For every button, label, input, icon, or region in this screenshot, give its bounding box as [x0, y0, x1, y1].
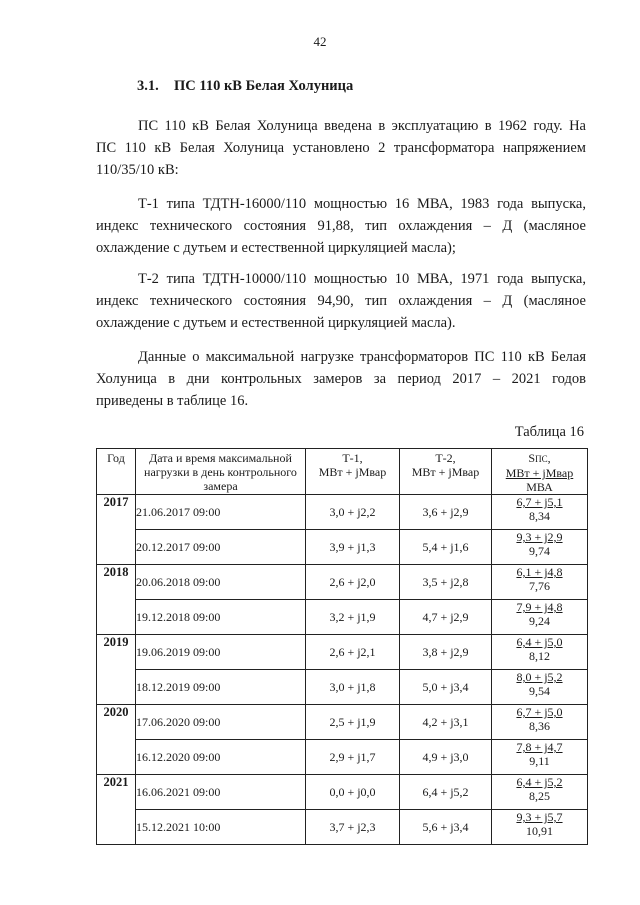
t2-cell: 4,7 + j2,9: [400, 600, 492, 635]
s-complex: 6,7 + j5,1: [516, 495, 563, 509]
s-mva: 8,34: [529, 509, 550, 523]
header-t2-label: Т-2,: [435, 451, 456, 465]
header-s-unit: МВт + jМвар: [505, 466, 574, 480]
header-s-label: S: [528, 451, 536, 465]
header-t1: [306, 449, 400, 495]
t2-cell: 5,4 + j1,6: [400, 530, 492, 565]
s-cell: [492, 495, 588, 530]
date-cell: 19.06.2019 09:00: [136, 635, 306, 670]
s-mva: 9,74: [529, 544, 550, 558]
table-row: [97, 810, 588, 845]
t1-cell: 3,7 + j2,3: [306, 810, 400, 845]
s-cell: [492, 670, 588, 705]
table-row: [97, 635, 588, 670]
table-row: [97, 670, 588, 705]
header-t2-unit: МВт + jМвар: [411, 465, 480, 479]
t1-cell: 3,2 + j1,9: [306, 600, 400, 635]
paragraph-line: ПС 110 кВ Белая Холуница установлено 2 трансформатора напряжением: [96, 140, 586, 156]
table-row: [97, 705, 588, 740]
table-header-row: [97, 449, 588, 495]
s-complex: 7,9 + j4,8: [516, 600, 563, 614]
paragraph-line: Холуница в дни контрольных замеров за период 2017 – 2021 годов: [96, 371, 586, 387]
year-cell: 2020: [97, 705, 136, 775]
t1-cell: 2,5 + j1,9: [306, 705, 400, 740]
s-complex: 7,8 + j4,7: [516, 740, 563, 754]
paragraph-t2: [96, 268, 586, 334]
s-mva: 9,11: [529, 754, 550, 768]
header-t2: [400, 449, 492, 495]
paragraph-line: охлаждение с дутьем и естественной циркуляцией масла).: [96, 315, 456, 331]
t2-cell: 3,8 + j2,9: [400, 635, 492, 670]
date-cell: 16.06.2021 09:00: [136, 775, 306, 810]
t1-cell: 3,9 + j1,3: [306, 530, 400, 565]
t1-cell: 3,0 + j1,8: [306, 670, 400, 705]
date-cell: 19.12.2018 09:00: [136, 600, 306, 635]
header-t1-unit: МВт + jМвар: [318, 465, 387, 479]
table-row: [97, 600, 588, 635]
year-cell: 2019: [97, 635, 136, 705]
header-year: Год: [97, 449, 136, 495]
paragraph-line: индекс технического состояния 94,90, тип охлаждения – Д (масляное: [96, 293, 586, 309]
t2-cell: 5,6 + j3,4: [400, 810, 492, 845]
header-date: Дата и время максимальной нагрузки в день контрольного замера: [136, 449, 306, 495]
s-mva: 8,12: [529, 649, 550, 663]
paragraph-line: Т-2 типа ТДТН-10000/110 мощностью 10 МВА, 1971 года выпуска,: [138, 271, 586, 287]
table-row: [97, 530, 588, 565]
s-complex: 6,4 + j5,0: [516, 635, 563, 649]
paragraph-intro: [96, 115, 586, 181]
paragraph-table-intro: [96, 346, 586, 412]
t1-cell: 2,6 + j2,1: [306, 635, 400, 670]
year-cell: 2018: [97, 565, 136, 635]
s-complex: 6,7 + j5,0: [516, 705, 563, 719]
s-complex: 6,4 + j5,2: [516, 775, 563, 789]
paragraph-line: приведены в таблице 16.: [96, 393, 249, 409]
header-s: SПС, МВт + jМвар МВА: [492, 449, 588, 495]
year-cell: 2017: [97, 495, 136, 565]
paragraph-line: охлаждение с дутьем и естественной циркуляцией масла);: [96, 240, 456, 256]
s-complex: 6,1 + j4,8: [516, 565, 563, 579]
paragraph-line: Т-1 типа ТДТН-16000/110 мощностью 16 МВА, 1983 года выпуска,: [138, 196, 586, 212]
t2-cell: 4,2 + j3,1: [400, 705, 492, 740]
s-complex: 9,3 + j5,7: [516, 810, 563, 824]
s-cell: [492, 530, 588, 565]
t2-cell: 3,6 + j2,9: [400, 495, 492, 530]
date-cell: 17.06.2020 09:00: [136, 705, 306, 740]
s-complex: 9,3 + j2,9: [516, 530, 563, 544]
load-table: [96, 448, 588, 845]
t2-cell: 5,0 + j3,4: [400, 670, 492, 705]
header-t1-label: Т-1,: [342, 451, 363, 465]
date-cell: 21.06.2017 09:00: [136, 495, 306, 530]
table-row: [97, 495, 588, 530]
s-mva: 8,25: [529, 789, 550, 803]
table-row: [97, 740, 588, 775]
s-cell: [492, 705, 588, 740]
page-number: 42: [313, 34, 327, 49]
t1-cell: 2,6 + j2,0: [306, 565, 400, 600]
s-cell: [492, 740, 588, 775]
s-complex: 8,0 + j5,2: [516, 670, 563, 684]
s-cell: [492, 565, 588, 600]
date-cell: 20.12.2017 09:00: [136, 530, 306, 565]
paragraph-line: 110/35/10 кВ:: [96, 162, 179, 178]
table-row: [97, 775, 588, 810]
t1-cell: 0,0 + j0,0: [306, 775, 400, 810]
date-cell: 15.12.2021 10:00: [136, 810, 306, 845]
s-cell: [492, 600, 588, 635]
paragraph-t1: [96, 193, 586, 259]
paragraph-line: индекс технического состояния 91,88, тип охлаждения – Д (масляное: [96, 218, 586, 234]
paragraph-line: Данные о максимальной нагрузке трансформаторов ПС 110 кВ Белая: [138, 349, 586, 365]
date-cell: 16.12.2020 09:00: [136, 740, 306, 775]
t1-cell: 2,9 + j1,7: [306, 740, 400, 775]
s-cell: [492, 775, 588, 810]
year-cell: 2021: [97, 775, 136, 845]
s-mva: 8,36: [529, 719, 550, 733]
s-mva: 7,76: [529, 579, 550, 593]
section-heading: [137, 78, 353, 95]
paragraph-line: ПС 110 кВ Белая Холуница введена в эксплуатацию в 1962 году. На: [138, 118, 586, 134]
header-s-subscript: ПС: [535, 454, 548, 464]
header-s-mva: МВА: [526, 480, 553, 494]
s-cell: [492, 810, 588, 845]
section-number: 3.1.: [137, 78, 159, 94]
s-mva: 10,91: [526, 824, 553, 838]
s-mva: 9,24: [529, 614, 550, 628]
t2-cell: 6,4 + j5,2: [400, 775, 492, 810]
section-title: ПС 110 кВ Белая Холуница: [174, 78, 354, 94]
s-cell: [492, 635, 588, 670]
t2-cell: 3,5 + j2,8: [400, 565, 492, 600]
table-caption: Таблица 16: [514, 424, 584, 440]
date-cell: 20.06.2018 09:00: [136, 565, 306, 600]
date-cell: 18.12.2019 09:00: [136, 670, 306, 705]
t1-cell: 3,0 + j2,2: [306, 495, 400, 530]
table-row: [97, 565, 588, 600]
s-mva: 9,54: [529, 684, 550, 698]
t2-cell: 4,9 + j3,0: [400, 740, 492, 775]
